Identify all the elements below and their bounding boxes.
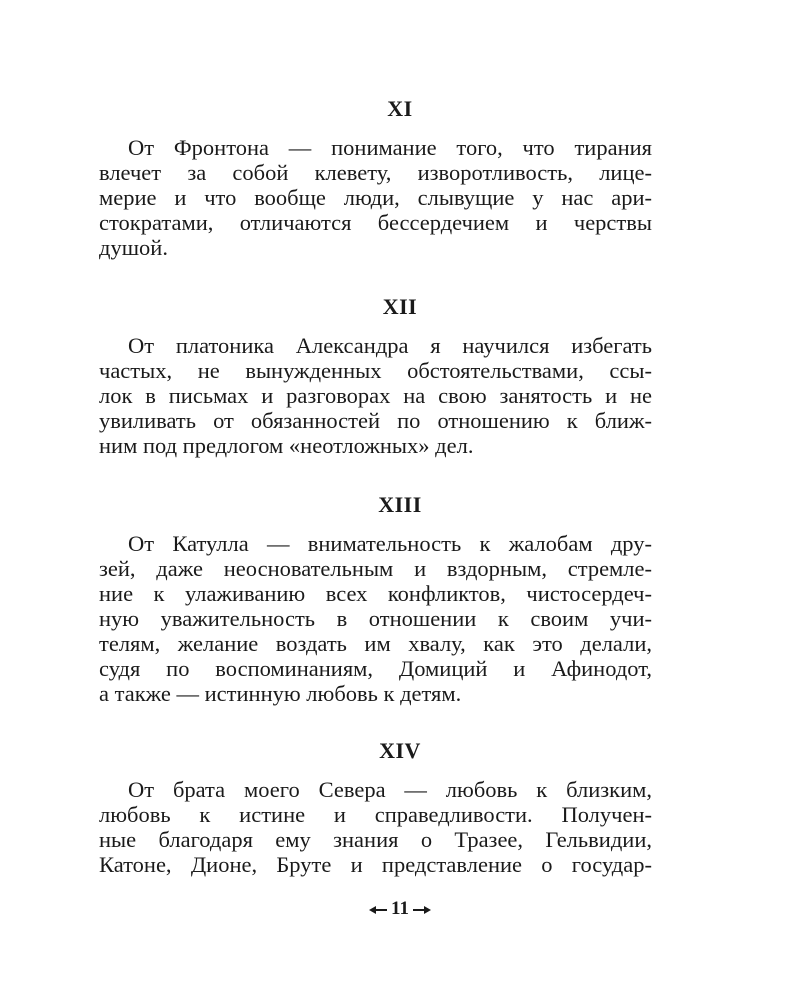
paragraph-line: От Катулла — внимательность к жалобам дру- (128, 531, 652, 556)
paragraph-line: частых, не вынужденных обстоятельствами, ссы- (99, 358, 652, 383)
page-number: 11 (391, 898, 409, 919)
section-heading-xi: XI (387, 96, 413, 121)
diamond-arrow-icon (413, 905, 431, 915)
paragraph-line: душой. (99, 235, 168, 260)
paragraph-line: телям, желание воздать им хвалу, как это делали, (99, 631, 652, 656)
paragraph-line: влечет за собой клевету, изворотливость, лице- (99, 160, 652, 185)
paragraph-line: увиливать от обязанностей по отношению к ближ- (99, 408, 652, 433)
paragraph-line: мерие и что вообще люди, слывущие у нас ари- (99, 185, 652, 210)
section-heading-xiv: XIV (379, 738, 421, 763)
paragraph-line: ную уважительность в отношении к своим учи- (99, 606, 652, 631)
paragraph-line: судя по воспоминаниям, Домиций и Афинодот, (99, 656, 652, 681)
page-footer (0, 898, 800, 920)
paragraph-line: ние к улаживанию всех конфликтов, чистосердеч- (99, 581, 652, 606)
section-heading-xiii: XIII (378, 492, 422, 517)
section-heading-xii: XII (382, 294, 418, 319)
paragraph-line: любовь к истине и справедливости. Получен- (99, 802, 652, 827)
paragraph-line: ним под предлогом «неотложных» дел. (99, 433, 474, 458)
paragraph-line: стократами, отличаются бессердечием и черствы (99, 210, 652, 235)
paragraph-line: зей, даже неосновательным и вздорным, стремле- (99, 556, 652, 581)
paragraph-line: лок в письмах и разговорах на свою занятость и не (99, 383, 652, 408)
paragraph-line: От платоника Александра я научился избегать (128, 333, 652, 358)
paragraph-line: а также — истинную любовь к детям. (99, 681, 462, 706)
paragraph-line: Катоне, Дионе, Бруте и представление о государ- (99, 852, 652, 877)
paragraph-line: От Фронтона — понимание того, что тирания (128, 135, 652, 160)
paragraph-line: ные благодаря ему знания о Тразее, Гельвидии, (99, 827, 652, 852)
diamond-arrow-icon (369, 905, 387, 915)
paragraph-line: От брата моего Севера — любовь к близким, (128, 777, 652, 802)
